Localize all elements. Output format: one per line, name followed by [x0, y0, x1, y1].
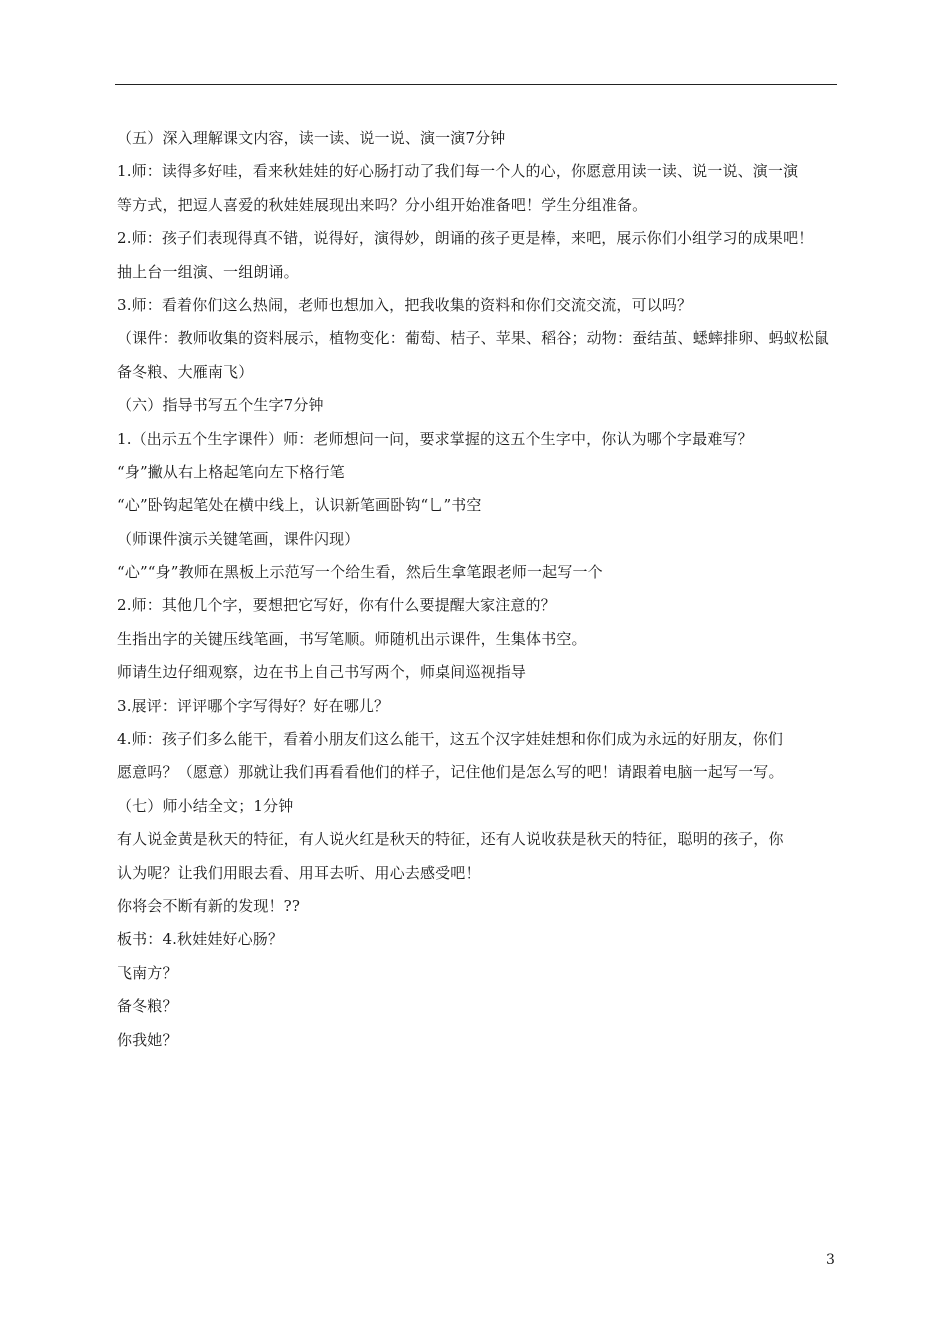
page-number: 3 [826, 1252, 835, 1268]
text-line: 1.（出示五个生字课件）师：老师想问一问，要求掌握的这五个生字中，你认为哪个字最难写？ [117, 429, 753, 448]
text-line: 备冬粮、大雁南飞） [117, 362, 254, 381]
text-line: （六）指导书写五个生字7分钟 [117, 396, 324, 415]
text-line: 你我她？ [117, 1030, 178, 1049]
text-line: 3.展评：评评哪个字写得好？好在哪儿？ [117, 696, 390, 715]
document-body [117, 122, 842, 1057]
text-line: 认为呢？让我们用眼去看、用耳去听、用心去感受吧！ [117, 863, 481, 882]
text-line: 2.师：其他几个字，要想把它写好，你有什么要提醒大家注意的？ [117, 596, 556, 615]
text-line: （七）师小结全文；1分钟 [117, 796, 294, 815]
text-line: 生指出字的关键压线笔画，书写笔顺。师随机出示课件，生集体书空。 [117, 629, 587, 648]
text-line: 3.师：看着你们这么热闹，老师也想加入，把我收集的资料和你们交流交流，可以吗？ [117, 295, 693, 314]
text-line: 抽上台一组演、一组朗诵。 [117, 262, 299, 281]
text-line: 1.师：读得多好哇，看来秋娃娃的好心肠打动了我们每一个人的心，你愿意用读一读、说一说、演一演 [117, 162, 799, 181]
text-line: 板书：4.秋娃娃好心肠？ [117, 930, 284, 949]
text-line: 你将会不断有新的发现！?? [117, 896, 301, 915]
text-line: （五）深入理解课文内容，读一读、说一说、演一演7分钟 [117, 129, 506, 147]
text-line: 飞南方？ [117, 963, 178, 982]
text-line: “身”撇从右上格起笔向左下格行笔 [117, 462, 345, 481]
text-line: 等方式，把逗人喜爱的秋娃娃展现出来吗？分小组开始准备吧！学生分组准备。 [117, 195, 648, 214]
text-line: “心”“身”教师在黑板上示范写一个给生看，然后生拿笔跟老师一起写一个 [117, 563, 603, 582]
header-rule [115, 84, 837, 85]
text-line: （课件：教师收集的资料展示，植物变化：葡萄、桔子、苹果、稻谷；动物：蚕结茧、蟋蟀排卵、蚂蚁松鼠 [117, 329, 830, 348]
text-line: 备冬粮？ [117, 997, 178, 1016]
text-line: 4.师：孩子们多么能干，看着小朋友们这么能干，这五个汉字娃娃想和你们成为永远的好朋友，你们 [117, 730, 784, 749]
text-line: 愿意吗？（愿意）那就让我们再看看他们的样子，记住他们是怎么写的吧！请跟着电脑一起写一写。 [117, 763, 784, 782]
text-line: （师课件演示关键笔画，课件闪现） [117, 529, 360, 548]
text-line: 有人说金黄是秋天的特征，有人说火红是秋天的特征，还有人说收获是秋天的特征，聪明的孩子，你 [117, 830, 784, 849]
text-line: 师请生边仔细观察，边在书上自己书写两个，师桌间巡视指导 [117, 663, 527, 682]
text-line: 2.师：孩子们表现得真不错，说得好，演得妙，朗诵的孩子更是棒，来吧，展示你们小组学习的成果吧！ [117, 229, 814, 248]
text-line: “心”卧钩起笔处在横中线上，认识新笔画卧钩“乚”书空 [117, 496, 482, 515]
